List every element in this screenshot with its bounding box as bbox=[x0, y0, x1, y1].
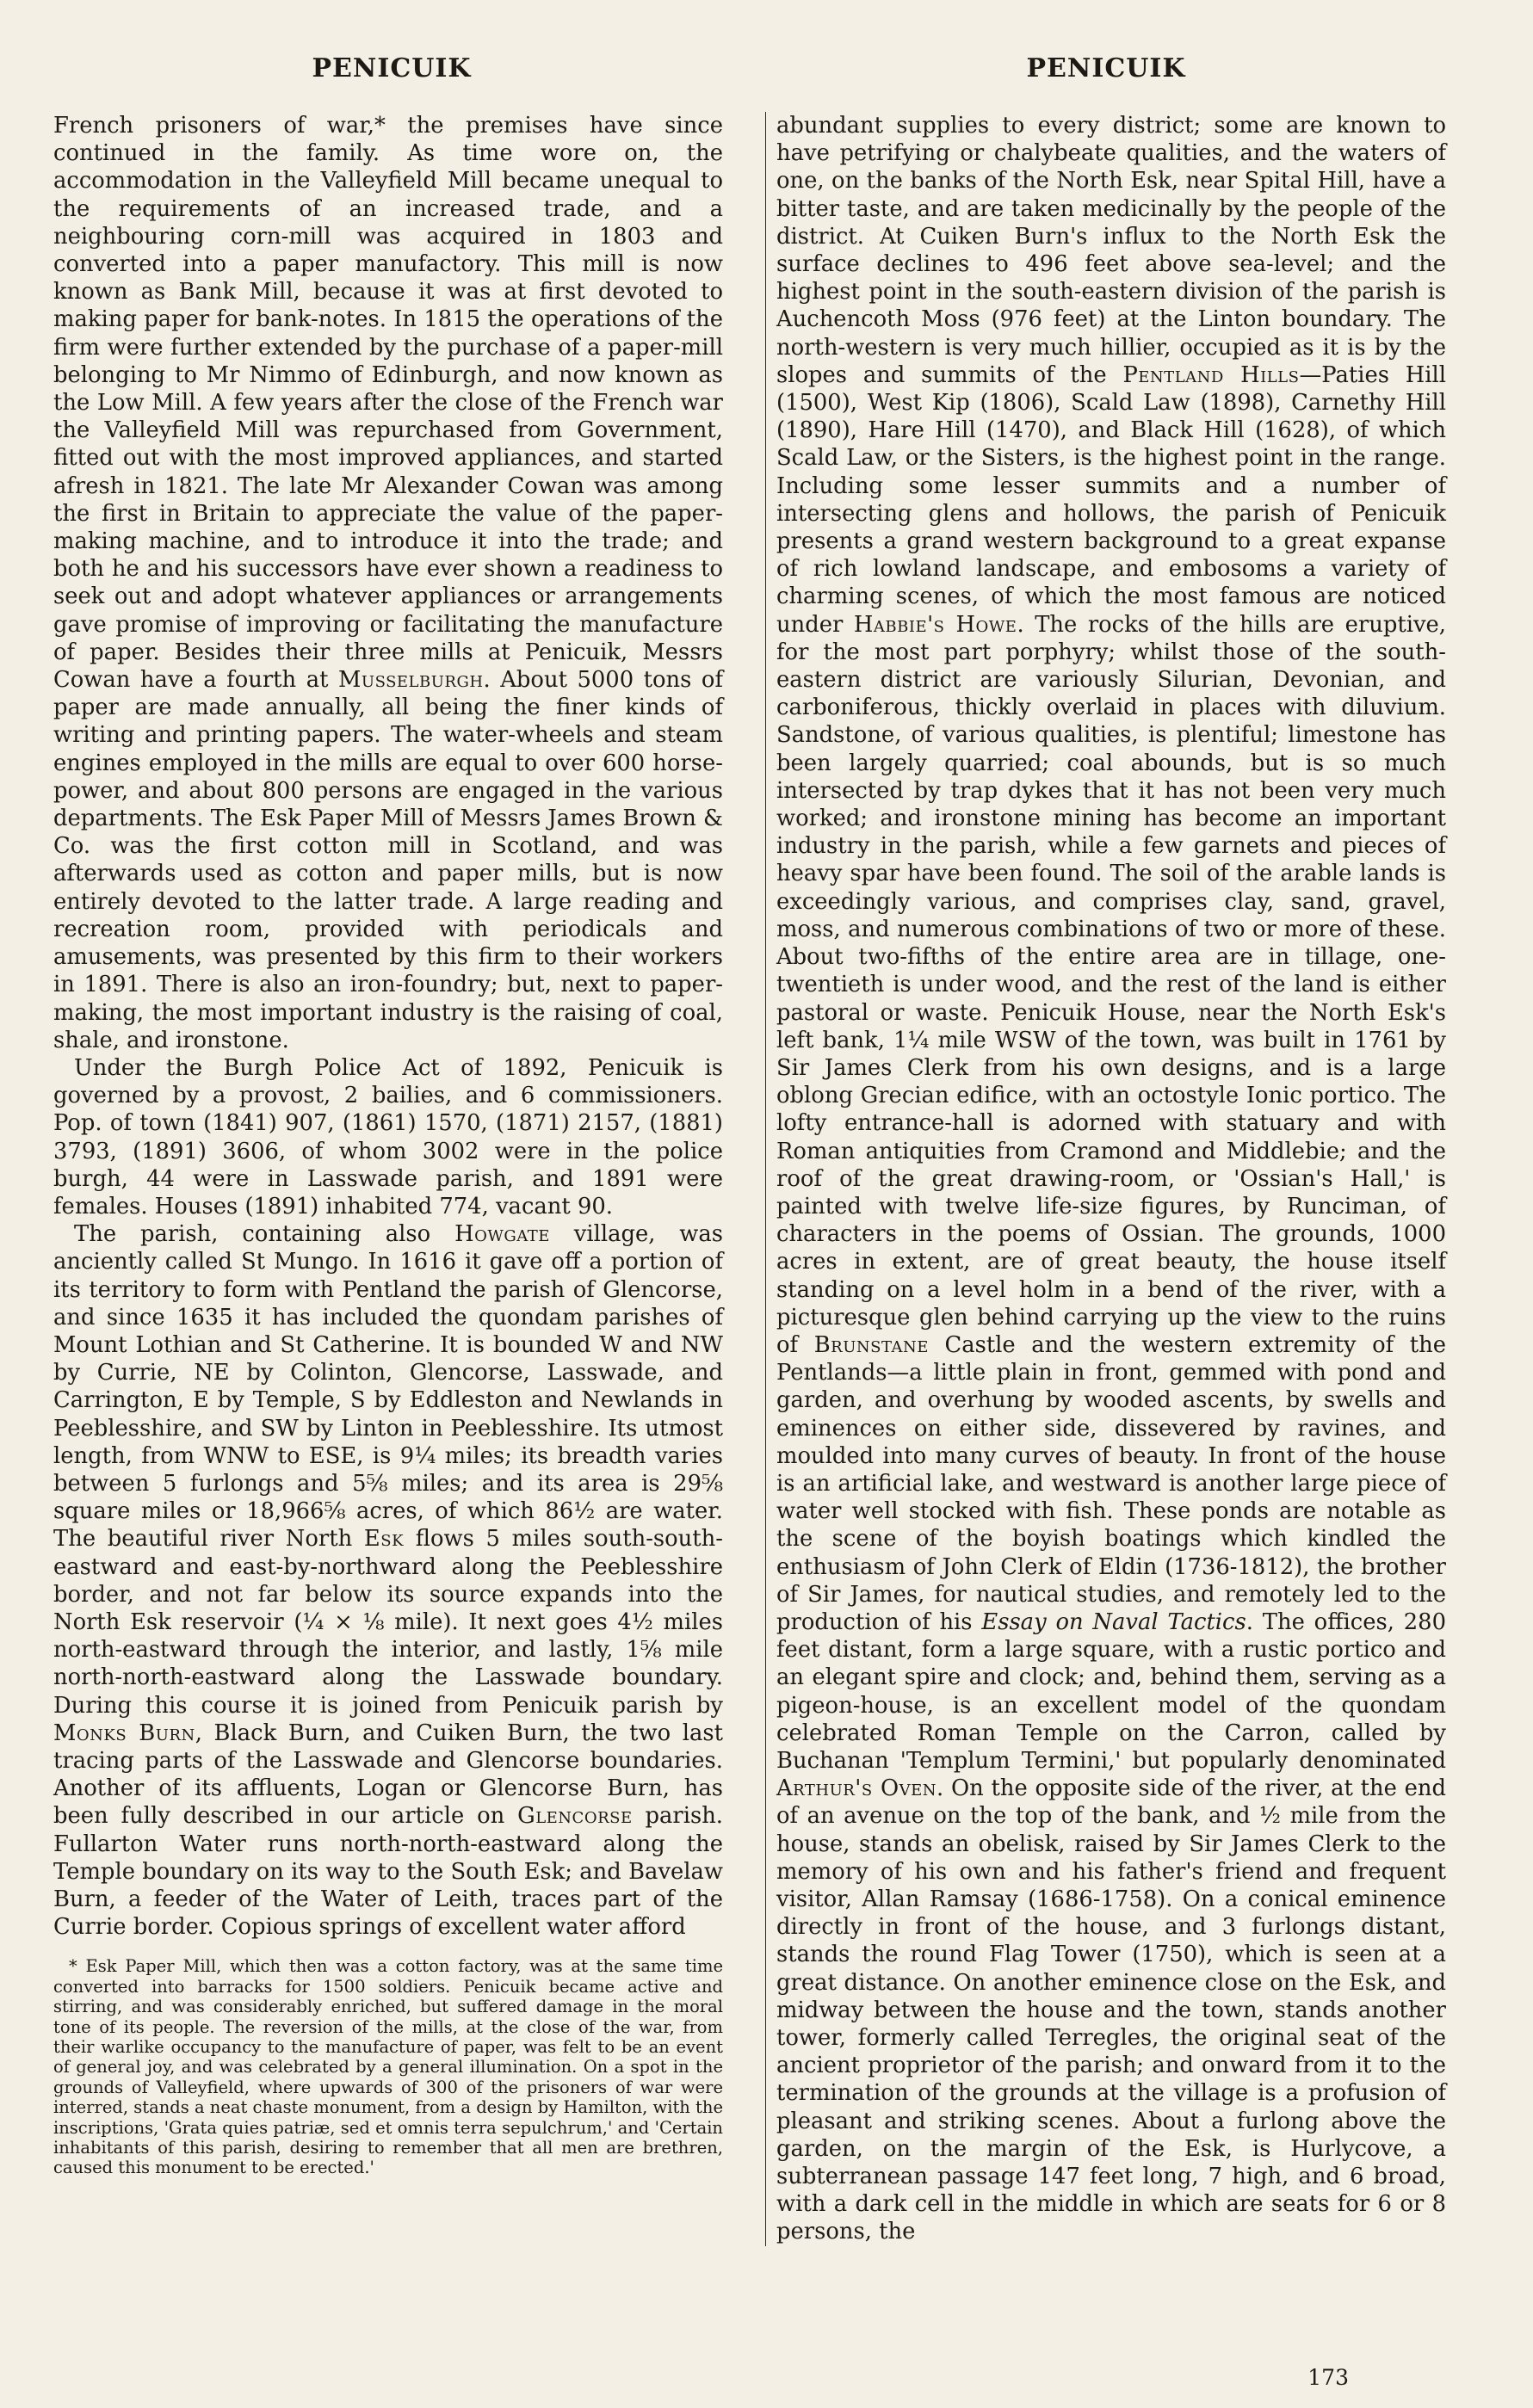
cross-reference: Habbie's Howe bbox=[853, 611, 1017, 638]
cross-reference: Arthur's Oven bbox=[776, 1775, 936, 1802]
paragraph-parish: The parish, containing also Howgate village, was anciently called St Mungo. In 1616 it gave off a portion of its territory to form with Pentland the parish of Glencorse, and since 1635 it has included the quondam parishes of Mount Lothian and St Catherine. It is bounded W and NW by Currie, NE by Colinton, Glencorse, Lasswade, and Carrington, E by Temple, S by Eddleston and Newlands in Peeblesshire, and SW by Linton in Peeblesshire. Its utmost length, from WNW to ESE, is 9¼ miles; its breadth varies between 5 furlongs and 5⅝ miles; and its area is 29⅝ square miles or 18,966⅝ acres, of which 86½ are water. The beautiful river North Esk flows 5 miles south-south-eastward and east-by-northward along the Peeblesshire border, and not far below its source expands into the North Esk reservoir (¼ × ⅛ mile). It next goes 4½ miles north-eastward through the interior, and lastly, 1⅝ mile north-north-eastward along the Lasswade boundary. During this course it is joined from Penicuik parish by Monks Burn, Black Burn, and Cuiken Burn, the two last tracing parts of the Lasswade and Glencorse boundaries. Another of its affluents, Logan or Glencorse Burn, has been fully described in our article on Glencorse parish. Fullarton Water runs north-north-eastward along the Temple boundary on its way to the South Esk; and Bavelaw Burn, a feeder of the Water of Leith, traces part of the Currie border. Copious springs of excellent water afford bbox=[53, 1221, 724, 1941]
footnote bbox=[53, 1956, 723, 2177]
cross-reference: Glencorse bbox=[517, 1803, 633, 1830]
running-head-right: PENICUIK bbox=[1026, 53, 1186, 83]
page-number: 173 bbox=[1307, 2365, 1349, 2390]
book-title: Essay on Naval Tactics bbox=[981, 1608, 1246, 1635]
left-column bbox=[53, 112, 723, 2178]
paragraph-continued: abundant supplies to every district; some are known to have petrifying or chalybeate qualities, and the waters of one, on the banks of the North Esk, near Spital Hill, have a bitter taste, and are taken medicinally by the people of the district. At Cuiken Burn's influx to the North Esk the surface declines to 496 feet above sea-level; and the highest point in the south-eastern division of the parish is Auchencoth Moss (976 feet) at the Linton boundary. The north-western is very much hillier, occupied as it is by the slopes and summits of the Pentland Hills—Paties Hill (1500), West Kip (1806), Scald Law (1898), Carnethy Hill (1890), Hare Hill (1470), and Black Hill (1628), of which Scald Law, or the Sisters, is the highest point in the range. Including some lesser summits and a number of intersecting glens and hollows, the parish of Penicuik presents a grand western background to a great expanse of rich lowland landscape, and embosoms a variety of charming scenes, of which the most famous are noticed under Habbie's Howe. The rocks of the hills are eruptive, for the most part porphyry; whilst those of the south-eastern district are variously Silurian, Devonian, and carboniferous, thickly overlaid in places with diluvium. Sandstone, of various qualities, is plentiful; limestone has been largely quarried; coal abounds, but is so much intersected by trap dykes that it has not been very much worked; and ironstone mining has become an important industry in the parish, while a few garnets and pieces of heavy spar have been found. The soil of the arable lands is exceedingly various, and comprises clay, sand, gravel, moss, and numerous combinations of two or more of these. About two-fifths of the entire area are in tillage, one-twentieth is under wood, and the rest of the land is either pastoral or waste. Penicuik House, near the North Esk's left bank, 1¼ mile WSW of the town, was built in 1761 by Sir James Clerk from his own designs, and is a large oblong Grecian edifice, with an octostyle Ionic portico. The lofty entrance-hall is adorned with statuary and with Roman antiquities from Cramond and Middlebie; and the roof of the great drawing-room, or 'Ossian's Hall,' is painted with twelve life-size figures, by Runciman, of characters in the poems of Ossian. The grounds, 1000 acres in extent, are of great beauty, the house itself standing on a level holm in a bend of the river, with a picturesque glen behind carrying up the view to the ruins of Brunstane Castle and the western extremity of the Pentlands—a little plain in front, gemmed with pond and garden, and overhung by wooded ascents, by swells and eminences on either side, dissevered by ravines, and moulded into many curves of beauty. In front of the house is an artificial lake, and westward is another large piece of water well stocked with fish. These ponds are notable as the scene of the boyish boatings which kindled the enthusiasm of John Clerk of Eldin (1736-1812), the brother of Sir James, for nautical studies, and remotely led to the production of his Essay on Naval Tactics. The offices, 280 feet distant, form a large square, with a rustic portico and an elegant spire and clock; and, behind them, serving as a pigeon-house, is an excellent model of the quondam celebrated Roman Temple on the Carron, called by Buchanan 'Templum Termini,' but popularly denominated Arthur's Oven. On the opposite side of the river, at the end of an avenue on the top of the bank, and ½ mile from the house, stands an obelisk, raised by Sir James Clerk to the memory of his own and his father's friend and frequent visitor, Allan Ramsay (1686-1758). On a conical eminence directly in front of the house, and 3 furlongs distant, stands the round Flag Tower (1750), which is seen at a great distance. On another eminence close on the Esk, and midway between the house and the town, stands another tower, formerly called Terregles, the original seat of the ancient proprietor of the parish; and onward from it to the termination of the grounds at the village is a profusion of pleasant and striking scenes. About a furlong above the garden, on the margin of the Esk, is Hurlycove, a subterranean passage 147 feet long, 7 high, and 6 broad, with a dark cell in the middle in which are seats for 6 or 8 persons, the bbox=[776, 113, 1447, 2245]
footnote-text: * Esk Paper Mill, which then was a cotton factory, was at the same time converted into barracks for 1500 soldiers. Penicuik became active and stirring, and was considerably enriched, but suffered damage in the moral tone of its people. The reversion of the mills, at the close of the war, from their warlike occupancy to the manufacture of paper, was felt to be an event of general joy, and was celebrated by a general illumination. On a spot in the grounds of Valleyfield, where upwards of 300 of the prisoners of war were interred, stands a neat chaste monument, from a design by Hamilton, with the inscriptions, 'Grata quies patriæ, sed et omnis terra sepulchrum,' and 'Certain inhabitants of this parish, desiring to remember that all men are brethren, caused this monument to be erected.' bbox=[53, 1956, 723, 2178]
cross-reference: Howgate bbox=[454, 1221, 550, 1248]
cross-reference: Monks Burn bbox=[53, 1720, 195, 1746]
cross-reference: Musselburgh bbox=[337, 667, 484, 694]
cross-reference: Pentland Hills bbox=[1122, 361, 1300, 388]
paragraph-burgh-police: Under the Burgh Police Act of 1892, Penicuik is governed by a provost, 2 bailies, and 6 commissioners. Pop. of town (1841) 907, (1861) 1570, (1871) 2157, (1881) 3793, (1891) 3606, of whom 3002 were in the police burgh, 44 were in Lasswade parish, and 1891 were females. Houses (1891) inhabited 774, vacant 90. bbox=[53, 1054, 723, 1219]
cross-reference: Esk bbox=[363, 1526, 405, 1553]
right-column bbox=[765, 112, 1446, 2246]
running-head-left: PENICUIK bbox=[312, 53, 472, 83]
paragraph-paper-mills: French prisoners of war,* the premises have since continued in the family. As time wore on, the accommodation in the Valleyfield Mill became unequal to the requirements of an increased trade, and a neighbouring corn-mill was acquired in 1803 and converted into a paper manufactory. This mill is now known as Bank Mill, because it was at first devoted to making paper for bank-notes. In 1815 the operations of the firm were further extended by the purchase of a paper-mill belonging to Mr Nimmo of Edinburgh, and now known as the Low Mill. A few years after the close of the French war the Valleyfield Mill was repurchased from Government, fitted out with the most improved appliances, and started afresh in 1821. The late Mr Alexander Cowan was among the first in Britain to appreciate the value of the paper-making machine, and to introduce it into the trade; and both he and his successors have ever shown a readiness to seek out and adopt whatever appliances or arrangements gave promise of improving or facilitating the manufacture of paper. Besides their three mills at Penicuik, Messrs Cowan have a fourth at Musselburgh. About 5000 tons of paper are made annually, all being the finer kinds of writing and printing papers. The water-wheels and steam engines employed in the mills are equal to over 600 horse-power, and about 800 persons are engaged in the various departments. The Esk Paper Mill of Messrs James Brown & Co. was the first cotton mill in Scotland, and was afterwards used as cotton and paper mills, but is now entirely devoted to the latter trade. A large reading and recreation room, provided with periodicals and amusements, was presented by this firm to their workers in 1891. There is also an iron-foundry; but, next to paper-making, the most important industry is the raising of coal, shale, and ironstone. bbox=[53, 113, 724, 1053]
cross-reference: Brunstane bbox=[813, 1331, 929, 1358]
